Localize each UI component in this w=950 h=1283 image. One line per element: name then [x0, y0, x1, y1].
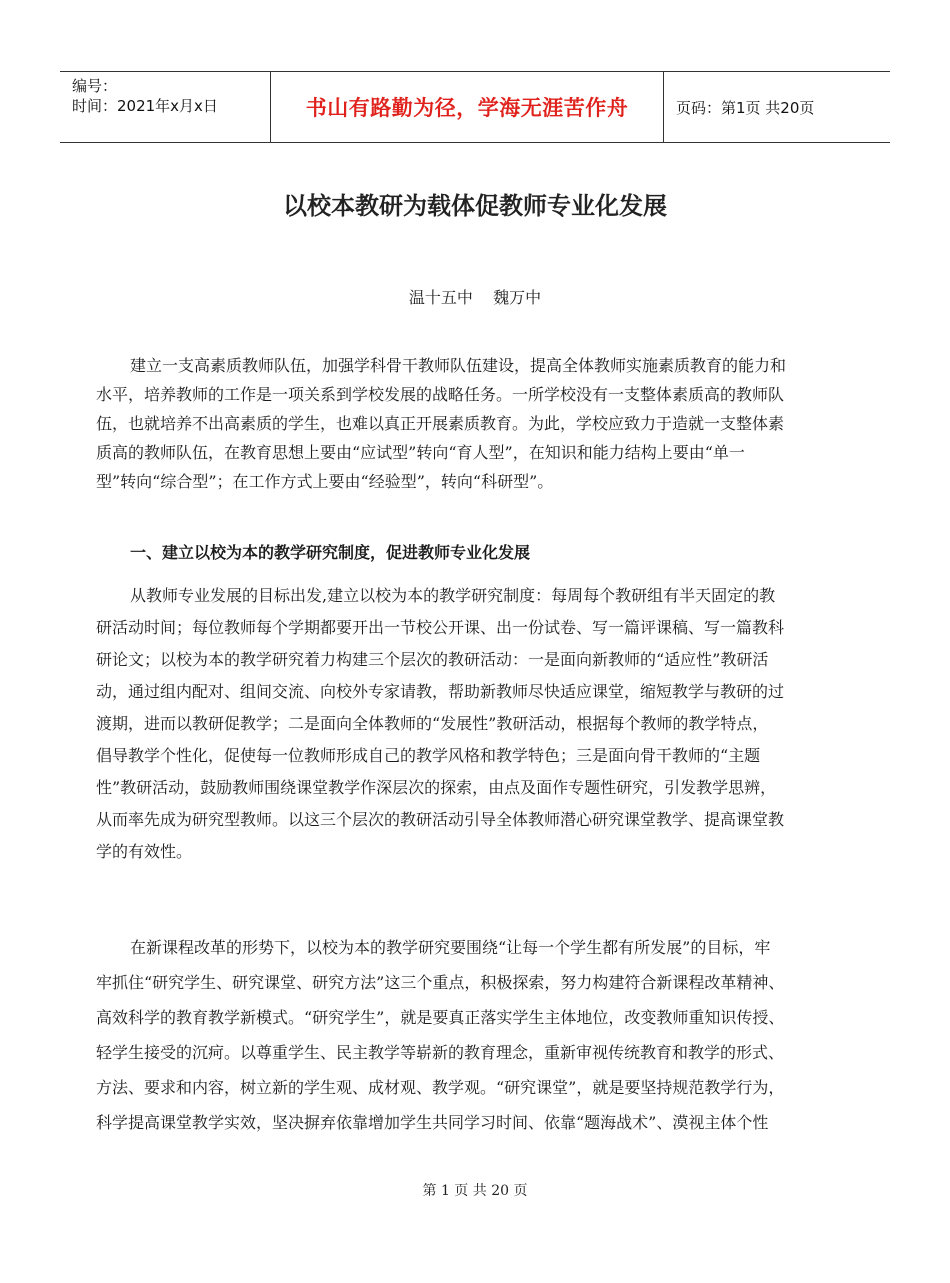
paragraph-line: 研活动时间；每位教师每个学期都要开出一节校公开课、出一份试卷、写一篇评课稿、写一篇教科 [96, 618, 785, 637]
header-motto: 书山有路勤为径，学海无涯苦作舟 [271, 72, 664, 142]
header-table [60, 71, 890, 143]
paragraph-line: 从而率先成为研究型教师。以这三个层次的教研活动引导全体教师潜心研究课堂教学、提高课堂教 [96, 810, 785, 829]
paragraph-line: 从教师专业发展的目标出发,建立以校为本的教学研究制度：每周每个教研组有半天固定的教 [130, 586, 776, 605]
paragraph-line: 研论文；以校为本的教学研究着力构建三个层次的教研活动：一是面向新教师的“适应性”教研活 [96, 650, 769, 669]
paragraph-line: 型”转向“综合型”；在工作方式上要由“经验型”，转向“科研型”。 [96, 472, 554, 491]
paragraph-line: 方法、要求和内容，树立新的学生观、成材观、教学观。“研究课堂”，就是要坚持规范教学行为， [96, 1078, 785, 1097]
paragraph-2 [96, 580, 860, 868]
paragraph-3 [96, 930, 860, 1140]
number-label: 编号： [72, 77, 118, 95]
paragraph-1 [96, 351, 860, 496]
header-meta-cell [60, 72, 271, 142]
paragraph-line: 在新课程改革的形势下，以校为本的教学研究要围绕“让每一个学生都有所发展”的目标，牢 [130, 938, 771, 957]
document-author: 温十五中 魏万中 [408, 288, 542, 307]
paragraph-line: 学的有效性。 [96, 842, 193, 861]
paragraph-line: 牢抓住“研究学生、研究课堂、研究方法”这三个重点，积极探索，努力构建符合新课程改革精神、 [96, 973, 785, 992]
paragraph-line: 高效科学的教育教学新模式。“研究学生”，就是要真正落实学生主体地位，改变教师重知识传授、 [96, 1008, 785, 1027]
paragraph-line: 水平，培养教师的工作是一项关系到学校发展的战略任务。一所学校没有一支整体素质高的教师队 [96, 385, 785, 404]
paragraph-line: 轻学生接受的沉疴。以尊重学生、民主教学等崭新的教育理念，重新审视传统教育和教学的形式、 [96, 1043, 785, 1062]
section-heading: 一、建立以校为本的教学研究制度，促进教师专业化发展 [130, 543, 531, 562]
paragraph-line: 质高的教师队伍，在教育思想上要由“应试型”转向“育人型”，在知识和能力结构上要由“单一 [96, 443, 745, 462]
header-page-label: 页码：第1页 共20页 [676, 98, 815, 117]
page-footer: 第 1 页 共 20 页 [422, 1183, 528, 1199]
paragraph-line: 性”教研活动，鼓励教师围绕课堂教学作深层次的探索，由点及面作专题性研究，引发教学思辨， [96, 778, 777, 797]
paragraph-line: 伍，也就培养不出高素质的学生，也难以真正开展素质教育。为此，学校应致力于造就一支整体素 [96, 414, 785, 433]
paragraph-line: 渡期，进而以教研促教学；二是面向全体教师的“发展性”教研活动，根据每个教师的教学特点， [96, 714, 769, 733]
document-title: 以校本教研为载体促教师专业化发展 [283, 192, 667, 220]
paragraph-line: 建立一支高素质教师队伍，加强学科骨干教师队伍建设，提高全体教师实施素质教育的能力和 [130, 356, 787, 375]
paragraph-line: 科学提高课堂教学实效，坚决摒弃依靠增加学生共同学习时间、依靠“题海战术”、漠视主体个性 [96, 1113, 769, 1132]
time-label: 时间：2021年x月x日 [72, 97, 218, 115]
paragraph-line: 动，通过组内配对、组间交流、向校外专家请教，帮助新教师尽快适应课堂，缩短教学与教研的过 [96, 682, 785, 701]
paragraph-line: 倡导教学个性化，促使每一位教师形成自己的教学风格和教学特色；三是面向骨干教师的“主题 [96, 746, 761, 765]
